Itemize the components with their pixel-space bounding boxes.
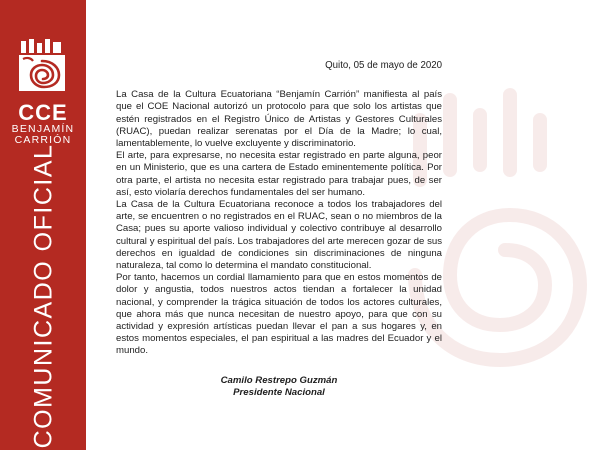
signature-name: Camilo Restrepo Guzmán	[220, 374, 338, 386]
cce-logo-icon	[13, 37, 71, 95]
brand-block	[0, 102, 86, 146]
paragraph: La Casa de la Cultura Ecuatoriana “Benjamín Carrión” manifiesta al país que el COE Nacional autorizó un protocolo para que solo los artistas que estén registrados en el Registro Único de Artistas y Gestores Culturales (RUAC), puedan realizar serenatas por el Día de la Madre; lo cual, lamentablemente, lo vuelve excluyente y discriminatorio.	[116, 89, 442, 150]
letter-body	[116, 60, 442, 399]
paragraph: Por tanto, hacemos un cordial llamamiento para que en estos momentos de dolor y angustia, todos nuestros actos tiendan a fortalecer la unidad nacional, y comprender la trágica situación de todos los actores culturales, que ahora más que nunca necesitan de nuestro apoyo, para que con su actividad y expresión artísticas puedan llevar el pan a sus hogares y, en estos momentos especiales, el pan espiritual a las madres del Ecuador y el mundo.	[116, 272, 442, 357]
signature-title: Presidente Nacional	[233, 386, 325, 398]
paragraph: El arte, para expresarse, no necesita estar registrado en parte alguna, peor en un Ministerio, que es una cartera de Estado eminentemente política. Por otra parte, el artista no necesita estar registrado para trabajar pues, de ser así, esto violaría derechos fundamentales del ser humano.	[116, 150, 442, 198]
letter-date: Quito, 05 de mayo de 2020	[325, 60, 442, 71]
comunicado-oficial-label: COMUNICADO OFICIAL	[29, 143, 58, 449]
brand-sub-first: BENJAMÍN	[11, 123, 75, 135]
paragraph: La Casa de la Cultura Ecuatoriana reconoce a todos los trabajadores del arte, se encuentren o no registrados en el RUAC, sean o no miembros de la Casa; pues su aporte valioso individual y colectivo contribuye al desarrollo cultural y espiritual del país. Los trabajadores del arte merecen gozar de sus derechos en igualdad de condiciones sin discriminaciones de ninguna naturaleza, tal como lo determina el mandato constitucional.	[116, 199, 442, 272]
brand-sub-second: CARRIÓN	[14, 134, 72, 146]
signature-block	[116, 375, 442, 399]
brand-name: CCE	[18, 100, 68, 125]
sidebar-band	[0, 0, 86, 450]
